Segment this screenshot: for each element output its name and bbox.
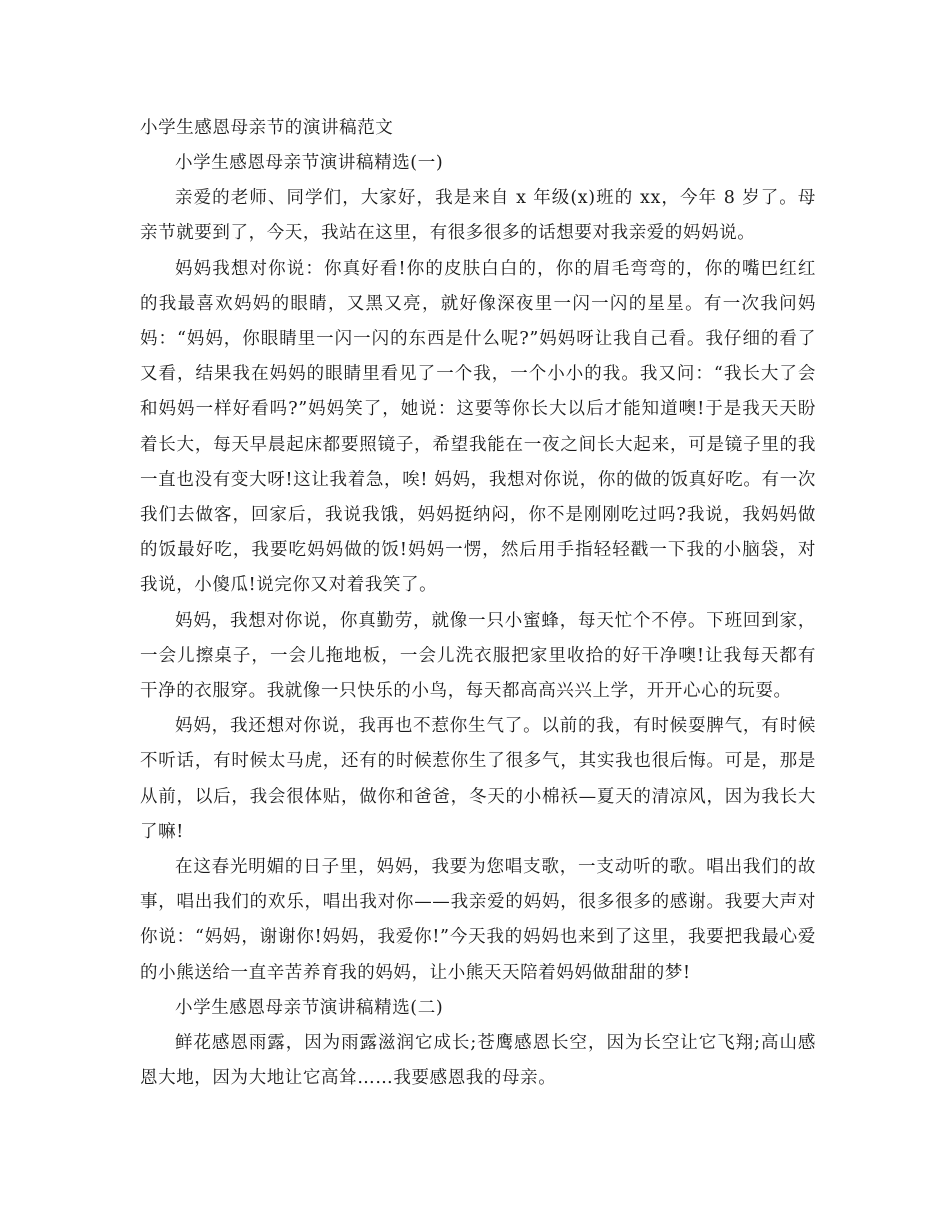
paragraph: 在这春光明媚的日子里，妈妈，我要为您唱支歌，一支动听的歌。唱出我们的故事，唱出我们的欢乐，唱出我对你——我亲爱的妈妈，很多很多的感谢。我要大声对你说：“妈妈，谢谢你!妈妈，我爱你!”今天我的妈妈也来到了这里，我要把我最心爱的小熊送给一直辛苦养育我的妈妈，让小熊天天陪着妈妈做甜甜的梦! — [140, 857, 816, 983]
paragraph: 鲜花感恩雨露，因为雨露滋润它成长;苍鹰感恩长空，因为长空让它飞翔;高山感恩大地，因为大地让它高耸……我要感恩我的母亲。 — [140, 1033, 816, 1089]
section-heading-2: 小学生感恩母亲节演讲稿精选(二) — [175, 997, 444, 1018]
document-body — [140, 110, 816, 1096]
section-heading-1: 小学生感恩母亲节演讲稿精选(一) — [175, 153, 444, 173]
paragraph: 妈妈我想对你说：你真好看!你的皮肤白白的，你的眉毛弯弯的，你的嘴巴红红的我最喜欢妈妈的眼睛，又黑又亮，就好像深夜里一闪一闪的星星。有一次我问妈妈：“妈妈，你眼睛里一闪一闪的东西是什么呢?”妈妈呀让我自己看。我仔细的看了又看，结果我在妈妈的眼睛里看见了一个我，一个小小的我。我又问：“我长大了会和妈妈一样好看吗?”妈妈笑了，她说：这要等你长大以后才能知道噢!于是我天天盼着长大，每天早晨起床都要照镜子，希望我能在一夜之间长大起来，可是镜子里的我一直也没有变大呀!这让我着急，唉! 妈妈，我想对你说，你的做的饭真好吃。有一次我们去做客，回家后，我说我饿，妈妈挺纳闷，你不是刚刚吃过吗?我说，我妈妈做的饭最好吃，我要吃妈妈做的饭!妈妈一愣，然后用手指轻轻戳一下我的小脑袋，对我说，小傻瓜!说完你又对着我笑了。 — [140, 258, 816, 596]
paragraph: 亲爱的老师、同学们，大家好，我是来自 x 年级(x)班的 xx，今年 8 岁了。母亲节就要到了，今天，我站在这里，有很多很多的话想要对我亲爱的妈妈说。 — [140, 188, 816, 244]
paragraph: 妈妈，我想对你说，你真勤劳，就像一只小蜜蜂，每天忙个不停。下班回到家，一会儿擦桌子，一会儿拖地板，一会儿洗衣服把家里收拾的好干净噢!让我每天都有干净的衣服穿。我就像一只快乐的小鸟，每天都高高兴兴上学，开开心心的玩耍。 — [140, 610, 816, 702]
document-title: 小学生感恩母亲节的演讲稿范文 — [140, 118, 394, 138]
paragraph: 妈妈，我还想对你说，我再也不惹你生气了。以前的我，有时候耍脾气，有时候不听话，有时候太马虎，还有的时候惹你生了很多气，其实我也很后悔。可是，那是从前，以后，我会很体贴，做你和爸爸，冬天的小棉袄—夏天的清凉风，因为我长大了嘛! — [140, 716, 816, 842]
